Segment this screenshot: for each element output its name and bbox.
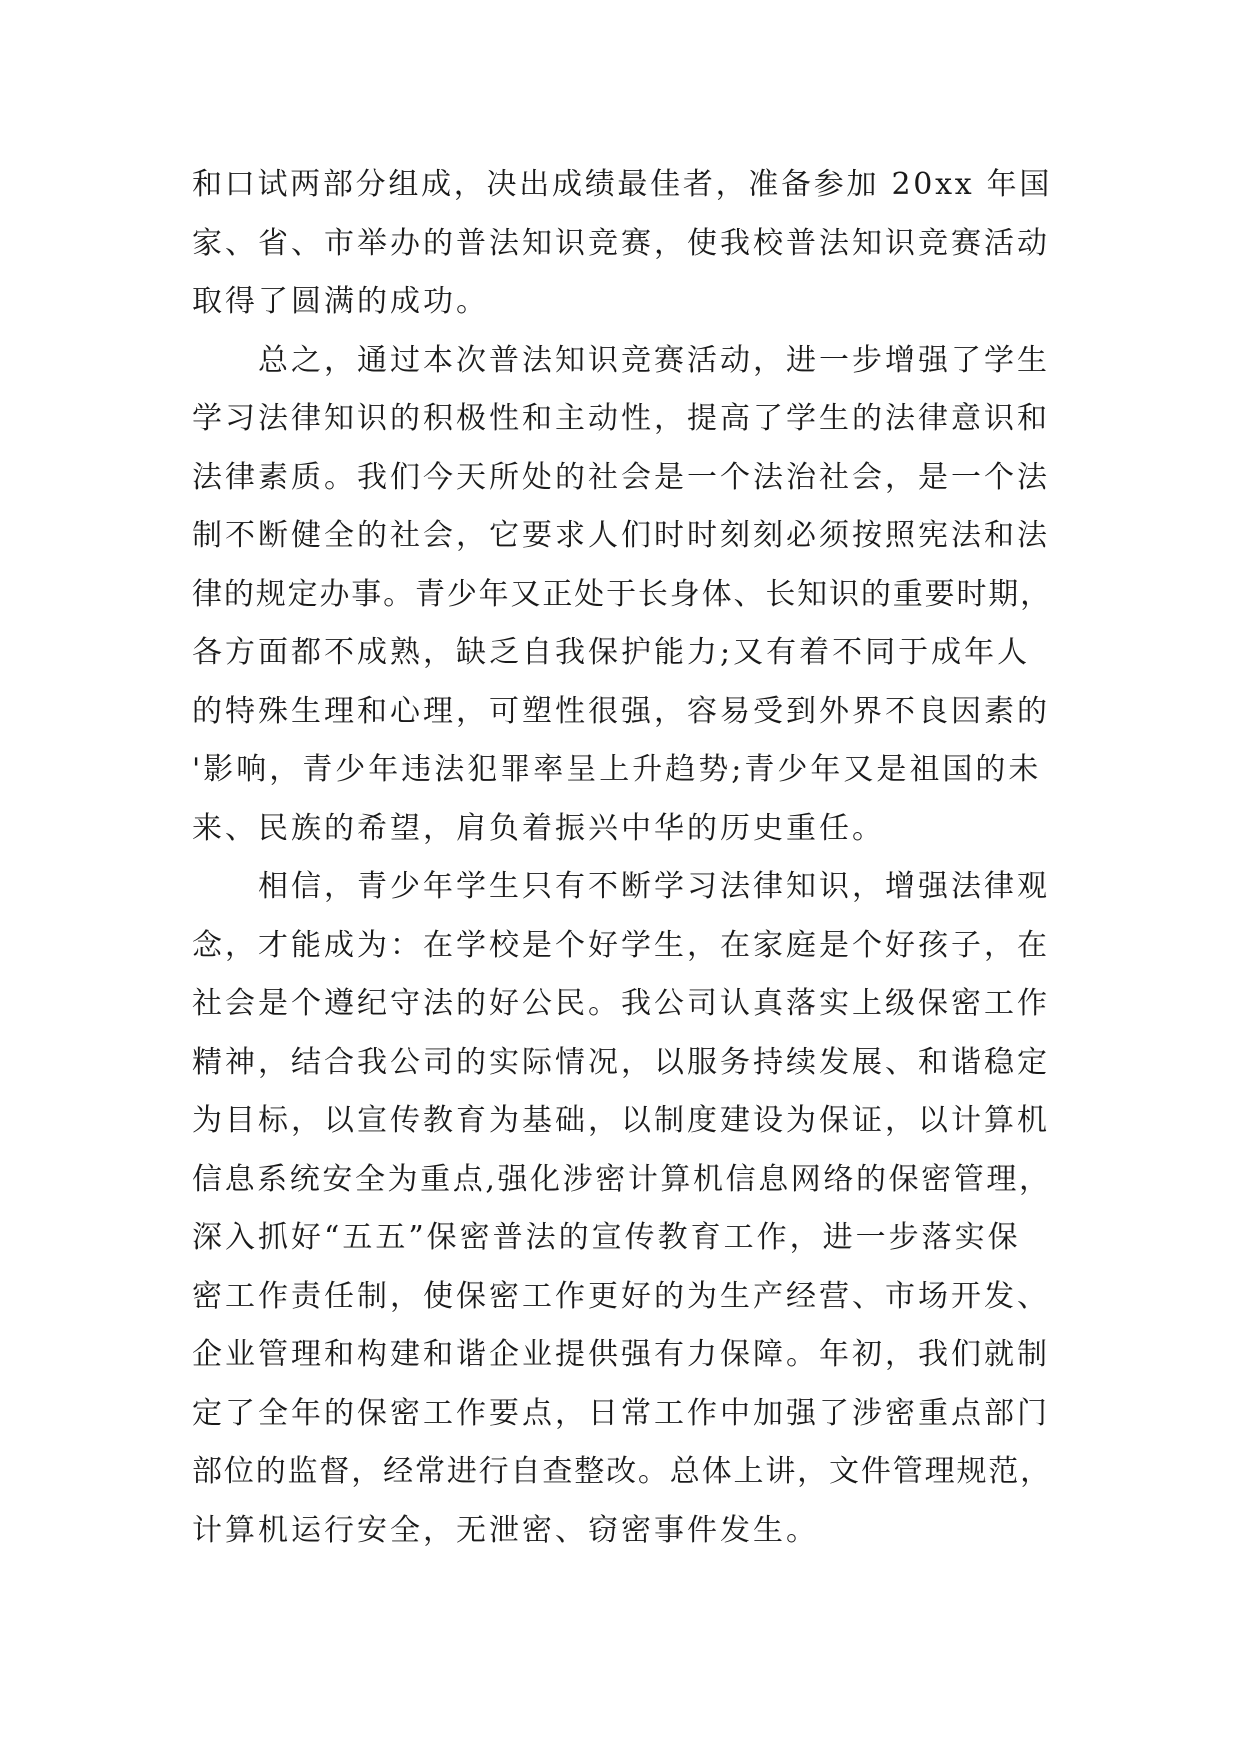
text-line: 律的规定办事。青少年又正处于长身体、长知识的重要时期， bbox=[192, 576, 1052, 612]
text-line: 来、民族的希望，肩负着振兴中华的历史重任。 bbox=[192, 810, 885, 846]
text-line: 企业管理和构建和谐企业提供强有力保障。年初，我们就制 bbox=[192, 1337, 1050, 1372]
text-line: 计算机运行安全，无泄密、窃密事件发生。 bbox=[192, 1512, 819, 1548]
text-line: '影响，青少年违法犯罪率呈上升趋势;青少年又是祖国的未 bbox=[192, 752, 1042, 787]
text-line: 为目标，以宣传教育为基础，以制度建设为保证，以计算机 bbox=[192, 1103, 1050, 1138]
text-line: 部位的监督，经常进行自查整改。总体上讲，文件管理规范， bbox=[192, 1454, 1052, 1489]
text-line: 精神，结合我公司的实际情况，以服务持续发展、和谐稳定 bbox=[192, 1044, 1050, 1080]
text-line: 总之，通过本次普法知识竞赛活动，进一步增强了学生 bbox=[258, 342, 1050, 378]
text-line: 密工作责任制，使保密工作更好的为生产经营、市场开发、 bbox=[192, 1278, 1050, 1314]
text-line: 制不断健全的社会，它要求人们时时刻刻必须按照宪法和法 bbox=[192, 518, 1050, 553]
text-line: 和口试两部分组成，决出成绩最佳者，准备参加 20xx 年国 bbox=[192, 167, 1053, 202]
text-line: 定了全年的保密工作要点，日常工作中加强了涉密重点部门 bbox=[192, 1395, 1050, 1431]
text-line: 深入抓好“五五”保密普法的宣传教育工作，进一步落实保 bbox=[192, 1220, 1021, 1255]
document-body bbox=[192, 156, 1052, 1560]
text-line: 法律素质。我们今天所处的社会是一个法治社会，是一个法 bbox=[192, 459, 1050, 495]
text-line: 相信，青少年学生只有不断学习法律知识，增强法律观 bbox=[258, 869, 1050, 904]
text-line: 学习法律知识的积极性和主动性，提高了学生的法律意识和 bbox=[192, 401, 1050, 436]
text-line: 家、省、市举办的普法知识竞赛，使我校普法知识竞赛活动 bbox=[192, 225, 1050, 261]
text-line: 各方面都不成熟，缺乏自我保护能力;又有着不同于成年人 bbox=[192, 635, 1031, 670]
text-line: 的特殊生理和心理，可塑性很强，容易受到外界不良因素的 bbox=[192, 693, 1050, 729]
text-line: 取得了圆满的成功。 bbox=[192, 284, 489, 319]
text-line: 信息系统安全为重点,强化涉密计算机信息网络的保密管理， bbox=[192, 1161, 1052, 1197]
text-line: 念，才能成为：在学校是个好学生，在家庭是个好孩子，在 bbox=[192, 927, 1050, 963]
text-line: 社会是个遵纪守法的好公民。我公司认真落实上级保密工作 bbox=[192, 986, 1050, 1021]
